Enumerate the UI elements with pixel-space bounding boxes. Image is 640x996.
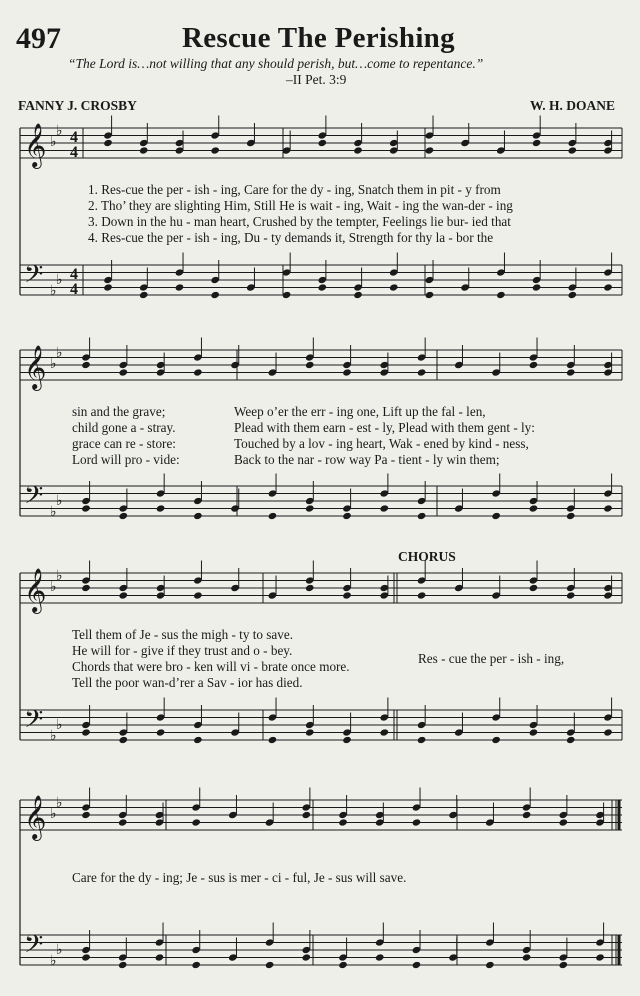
flat-icon: ♭ xyxy=(50,579,57,595)
treble-clef-icon: 𝄞 xyxy=(24,568,47,612)
flat-icon: ♭ xyxy=(56,493,63,509)
note-head xyxy=(118,961,128,969)
flat-icon: ♭ xyxy=(50,504,57,520)
time-signature: 4 xyxy=(70,144,78,161)
note-head xyxy=(338,961,348,969)
note-head xyxy=(139,291,149,299)
note-head xyxy=(268,512,278,520)
note-head xyxy=(119,591,129,599)
verse-line-2: child gone a - stray. xyxy=(72,420,176,435)
note-head xyxy=(491,736,501,744)
note-head xyxy=(193,512,203,520)
verse-line-4: Back to the nar - row way Pa - tient - ly win them; xyxy=(234,452,500,467)
note-head xyxy=(268,736,278,744)
note-head xyxy=(81,584,91,592)
note-head xyxy=(568,146,578,154)
note-head xyxy=(103,283,113,291)
note-head xyxy=(417,736,427,744)
note-head xyxy=(529,584,539,592)
note-head xyxy=(603,728,613,736)
note-head xyxy=(603,283,613,291)
note-head xyxy=(265,961,275,969)
note-head xyxy=(156,728,166,736)
note-head xyxy=(156,504,166,512)
flat-icon: ♭ xyxy=(56,123,63,139)
note-head xyxy=(175,283,185,291)
note-head xyxy=(417,512,427,520)
treble-clef-icon: 𝄞 xyxy=(24,345,47,389)
note-head xyxy=(81,504,91,512)
verse-line-3: 3. Down in the hu - man heart, Crushed by the tempter, Feelings lie bur- ied that xyxy=(88,214,511,229)
note-head xyxy=(425,291,435,299)
note-head xyxy=(338,818,348,826)
lyricist-credit: FANNY J. CROSBY xyxy=(18,98,137,113)
note-head xyxy=(491,512,501,520)
note-head xyxy=(342,736,352,744)
flat-icon: ♭ xyxy=(50,134,57,150)
note-head xyxy=(210,291,220,299)
verse-line-3: grace can re - store: xyxy=(72,436,176,451)
note-head xyxy=(389,283,399,291)
note-head xyxy=(119,736,129,744)
note-head xyxy=(305,728,315,736)
bass-clef-icon: 𝄢 xyxy=(24,260,44,295)
verse-line-2: He will for - give if they trust and o - bey. xyxy=(72,643,293,658)
flat-icon: ♭ xyxy=(56,568,63,584)
bass-clef-icon: 𝄢 xyxy=(24,705,44,740)
note-head xyxy=(342,591,352,599)
note-head xyxy=(318,283,328,291)
treble-clef-icon: 𝄞 xyxy=(24,123,47,167)
note-head xyxy=(119,368,129,376)
flat-icon: ♭ xyxy=(56,717,63,733)
note-head xyxy=(155,953,165,961)
note-head xyxy=(81,728,91,736)
verse-line-1: 1. Res-cue the per - ish - ing, Care for the dy - ing, Snatch them in pit - y from xyxy=(88,182,501,197)
refrain-line: Res - cue the per - ish - ing, xyxy=(418,651,565,666)
time-signature: 4 xyxy=(70,129,78,146)
flat-icon: ♭ xyxy=(56,345,63,361)
chorus-label: CHORUS xyxy=(398,549,456,564)
verse-line-2: Plead with them earn - est - ly, Plead with them gent - ly: xyxy=(234,420,535,435)
note-head xyxy=(103,139,113,147)
note-head xyxy=(568,291,578,299)
note-head xyxy=(522,811,532,819)
note-head xyxy=(342,512,352,520)
verse-line-4: Tell the poor wan-d’rer a Sav - ior has died. xyxy=(72,675,303,690)
note-head xyxy=(353,291,363,299)
flat-icon: ♭ xyxy=(56,272,63,288)
bass-clef-icon: 𝄢 xyxy=(24,481,44,516)
note-head xyxy=(522,953,532,961)
scripture-reference: –II Pet. 3:9 xyxy=(286,72,347,87)
note-head xyxy=(595,953,605,961)
note-head xyxy=(485,961,495,969)
note-head xyxy=(417,591,427,599)
flat-icon: ♭ xyxy=(50,356,57,372)
note-head xyxy=(302,811,312,819)
verse-line-2: 2. Tho’ they are slighting Him, Still He is wait - ing, Wait - ing the wan-der - ing xyxy=(88,198,513,213)
note-head xyxy=(191,961,201,969)
flat-icon: ♭ xyxy=(50,953,57,969)
note-head xyxy=(566,736,576,744)
note-head xyxy=(302,953,312,961)
note-head xyxy=(193,368,203,376)
verse-line-3: Touched by a lov - ing heart, Wak - ened by kind - ness, xyxy=(234,436,529,451)
bass-clef-icon: 𝄢 xyxy=(24,930,44,965)
note-head xyxy=(305,504,315,512)
composer-credit: W. H. DOANE xyxy=(530,98,616,113)
note-head xyxy=(412,961,422,969)
note-head xyxy=(118,818,128,826)
note-head xyxy=(559,818,569,826)
time-signature: 4 xyxy=(70,266,78,283)
note-head xyxy=(603,504,613,512)
note-head xyxy=(353,146,363,154)
note-head xyxy=(81,953,91,961)
flat-icon: ♭ xyxy=(50,806,57,822)
note-head xyxy=(529,728,539,736)
note-head xyxy=(566,591,576,599)
note-head xyxy=(380,504,390,512)
refrain-line: Care for the dy - ing; Je - sus is mer - ci - ful, Je - sus will save. xyxy=(72,870,407,885)
note-head xyxy=(191,818,201,826)
note-head xyxy=(318,139,328,147)
note-head xyxy=(139,146,149,154)
scripture-epigraph: “The Lord is…not willing that any should perish, but…come to repentance.” xyxy=(68,56,484,71)
note-head xyxy=(380,728,390,736)
treble-clef-icon: 𝄞 xyxy=(24,795,47,839)
note-head xyxy=(425,146,435,154)
time-signature: 4 xyxy=(70,281,78,298)
note-head xyxy=(193,591,203,599)
note-head xyxy=(496,291,506,299)
note-head xyxy=(532,283,542,291)
note-head xyxy=(305,584,315,592)
note-head xyxy=(566,512,576,520)
flat-icon: ♭ xyxy=(50,283,57,299)
note-head xyxy=(529,504,539,512)
note-head xyxy=(193,736,203,744)
hymn-number: 497 xyxy=(16,22,61,55)
note-head xyxy=(342,368,352,376)
verse-line-4: 4. Res-cue the per - ish - ing, Du - ty demands it, Strength for thy la - bor the xyxy=(88,230,494,245)
note-head xyxy=(566,368,576,376)
verse-line-3: Chords that were bro - ken will vi - brate once more. xyxy=(72,659,350,674)
hymn-title: Rescue The Perishing xyxy=(182,22,455,54)
verse-line-1: Weep o’er the err - ing one, Lift up the fal - len, xyxy=(234,404,486,419)
note-head xyxy=(559,961,569,969)
flat-icon: ♭ xyxy=(56,942,63,958)
note-head xyxy=(529,361,539,369)
note-head xyxy=(210,146,220,154)
verse-line-4: Lord will pro - vide: xyxy=(72,452,180,467)
flat-icon: ♭ xyxy=(50,728,57,744)
note-head xyxy=(119,512,129,520)
note-head xyxy=(375,953,385,961)
note-head xyxy=(417,368,427,376)
note-head xyxy=(532,139,542,147)
verse-line-1: Tell them of Je - sus the migh - ty to save. xyxy=(72,627,294,642)
note-head xyxy=(305,361,315,369)
note-head xyxy=(412,818,422,826)
note-head xyxy=(81,811,91,819)
note-head xyxy=(81,361,91,369)
flat-icon: ♭ xyxy=(56,795,63,811)
verse-line-1: sin and the grave; xyxy=(72,404,166,419)
